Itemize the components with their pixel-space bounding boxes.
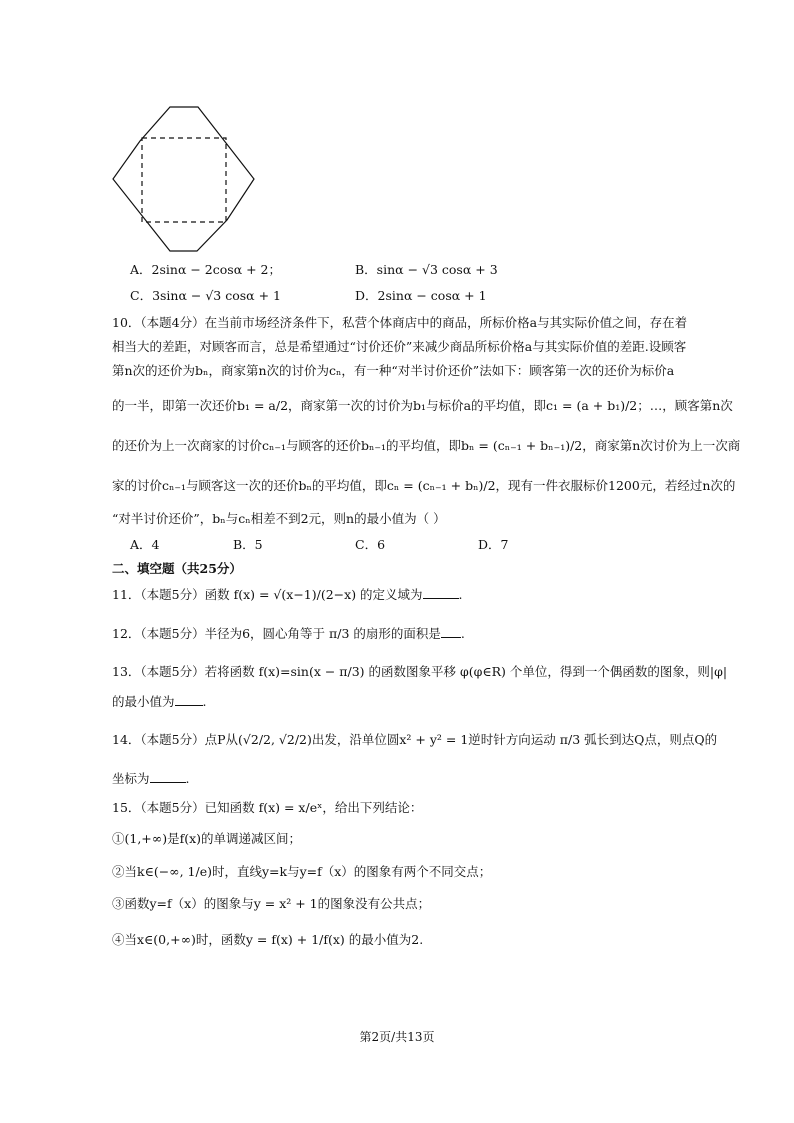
q10-line-6: 家的讨价cₙ₋₁与顾客这一次的还价bₙ的平均值，即cₙ = (cₙ₋₁ + bₙ)/2，现有一件衣服标价1200元，若经过n次的 <box>112 478 736 493</box>
q13-answer-blank <box>175 693 203 706</box>
dashed-square <box>142 138 226 222</box>
q11-answer-blank <box>423 586 459 599</box>
q10-line-7: “对半讨价还价”，bₙ与cₙ相差不到2元，则n的最小值为（ ） <box>112 511 446 526</box>
q12-stem: 12．（本题5分）半径为6，圆心角等于 π/3 的扇形的面积是 <box>112 626 441 641</box>
q10-option-d: D．7 <box>478 537 509 552</box>
page-footer: 第2页/共13页 <box>359 1030 435 1044</box>
q12-text: 12．（本题5分）半径为6，圆心角等于 π/3 的扇形的面积是 . <box>112 626 465 641</box>
q14-line-1: 14．（本题5分）点P从(√2/2, √2/2)出发，沿单位圆x² + y² = 1逆时针方向运动 π/3 弧长到达Q点，则点Q的 <box>112 732 718 747</box>
q10-option-a: A．4 <box>130 537 160 552</box>
q13-line-1: 13．（本题5分）若将函数 f(x)=sin(x − π/3) 的函数图象平移 φ(φ∈R) 个单位，得到一个偶函数的图象，则|φ| <box>112 664 728 679</box>
q9-option-b: B．sinα − √3 cosα + 3 <box>355 262 498 277</box>
q10-line-5: 的还价为上一次商家的讨价cₙ₋₁与顾客的还价bₙ₋₁的平均值，即bₙ = (cₙ₋₁ + bₙ₋₁)/2，商家第n次讨价为上一次商 <box>112 438 741 453</box>
q13-line-2: 的最小值为 . <box>112 694 207 709</box>
q14-answer-blank <box>150 770 186 783</box>
q10-option-b: B．5 <box>233 537 263 552</box>
q15-item-4: ④当x∈(0,+∞)时，函数y = f(x) + 1/f(x) 的最小值为2. <box>112 932 424 947</box>
q15-item-3: ③函数y=f（x）的图象与y = x² + 1的图象没有公共点； <box>112 896 431 911</box>
q10-line-3: 第n次的还价为bₙ，商家第n次的讨价为cₙ，有一种“对半讨价还价”法如下：顾客第一次的还价为标价a <box>112 363 675 378</box>
q14-line-2: 坐标为 . <box>112 771 190 786</box>
q14-stem: 坐标为 <box>112 771 150 786</box>
q15-item-2: ②当k∈(−∞, 1/e)时，直线y=k与y=f（x）的图象有两个不同交点； <box>112 864 492 879</box>
octagon-square-figure <box>112 106 256 252</box>
q9-option-a: A．2sinα − 2cosα + 2； <box>130 262 282 277</box>
q11-stem: 11．（本题5分）函数 f(x) = √(x−1)/(2−x) 的定义域为 <box>112 587 423 602</box>
q10-option-c: C．6 <box>355 537 386 552</box>
section-2-title: 二、填空题（共25分） <box>112 561 242 576</box>
octagon-outline <box>113 107 254 251</box>
q10-line-1: 10．（本题4分）在当前市场经济条件下，私营个体商店中的商品，所标价格a与其实际价值之间，存在着 <box>112 315 688 330</box>
q9-option-d: D．2sinα − cosα + 1 <box>355 288 487 303</box>
q10-line-4: 的一半，即第一次还价b₁ = a/2，商家第一次的讨价为b₁与标价a的平均值，即c₁ = (a + b₁)/2；…，顾客第n次 <box>112 398 733 413</box>
q12-answer-blank <box>441 625 461 638</box>
q11-text: 11．（本题5分）函数 f(x) = √(x−1)/(2−x) 的定义域为 . <box>112 587 463 602</box>
q15-stem: 15．（本题5分）已知函数 f(x) = x/eˣ，给出下列结论： <box>112 800 423 815</box>
q15-item-1: ①(1,+∞)是f(x)的单调递减区间； <box>112 831 301 846</box>
q13-stem: 的最小值为 <box>112 694 175 709</box>
q10-line-2: 相当大的差距，对顾客而言，总是希望通过“讨价还价”来减少商品所标价格a与其实际价值的差距.设顾客 <box>112 339 687 354</box>
q9-option-c: C．3sinα − √3 cosα + 1 <box>130 288 281 303</box>
